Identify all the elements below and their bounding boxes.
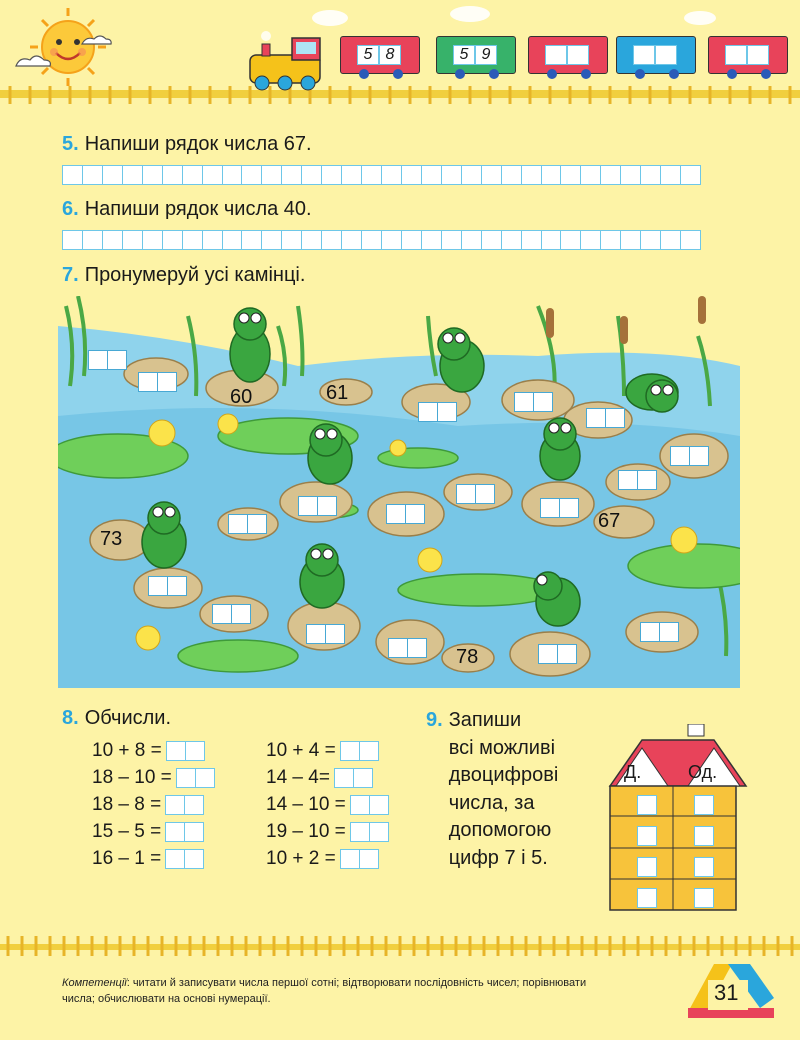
stone-answer-box[interactable] [418, 402, 455, 422]
stone-answer-box[interactable] [386, 504, 423, 524]
train-car [340, 36, 420, 74]
digit-cell[interactable] [228, 514, 248, 534]
grid-cell[interactable] [620, 165, 641, 185]
equation-text: 18 – 8 = [92, 794, 162, 815]
train-car-window [633, 45, 677, 65]
train-car-window [545, 45, 589, 65]
digit-cell[interactable] [618, 470, 638, 490]
digit-cell[interactable] [586, 408, 606, 428]
task-number: 5. [62, 133, 79, 155]
digit-cell[interactable] [437, 402, 457, 422]
stone-answer-box[interactable] [586, 408, 623, 428]
house-digit-cell[interactable] [694, 888, 714, 908]
digit-cell[interactable] [212, 604, 232, 624]
digit-cell[interactable] [195, 768, 215, 788]
grid-cell[interactable] [580, 230, 601, 250]
train-digit [633, 45, 655, 65]
house-digit-cell[interactable] [637, 826, 657, 846]
grid-cell[interactable] [321, 230, 342, 250]
grid-cell[interactable] [361, 165, 382, 185]
grid-cell[interactable] [82, 230, 103, 250]
train-car-window [725, 45, 769, 65]
grid-cell[interactable] [461, 230, 482, 250]
task-text: Обчисли. [84, 707, 172, 729]
task-number: 9. [426, 709, 443, 731]
equation-text: 14 – 10 = [266, 794, 346, 815]
digit-cell[interactable] [369, 795, 389, 815]
writing-grid-task5[interactable] [62, 165, 700, 185]
competencies-body: : читати й записувати числа першої сотні; відтворювати послідовність чисел; порівнювати числа; обчислювати на основі нумерації. [62, 977, 587, 1005]
pond-illustration [58, 296, 740, 688]
answer-box[interactable] [165, 849, 203, 869]
grid-cell[interactable] [421, 165, 442, 185]
answer-box[interactable] [350, 822, 388, 842]
digit-cell[interactable] [325, 624, 345, 644]
grid-cell[interactable] [222, 165, 243, 185]
wheel-icon [393, 69, 403, 79]
digit-cell[interactable] [514, 392, 534, 412]
grid-cell[interactable] [660, 165, 681, 185]
wheel-icon [669, 69, 679, 79]
train-car [528, 36, 608, 74]
task6-title [62, 198, 312, 221]
train-car [436, 36, 516, 74]
train-digit [725, 45, 747, 65]
train-digit: 5 [453, 45, 475, 65]
task8-title [62, 707, 171, 730]
digit-cell[interactable] [107, 350, 127, 370]
digit-cell[interactable] [298, 496, 318, 516]
house-illustration [602, 724, 752, 914]
grid-cell[interactable] [301, 230, 322, 250]
equation-text: 10 + 2 = [266, 848, 336, 869]
digit-cell[interactable] [185, 741, 205, 761]
grid-cell[interactable] [680, 230, 701, 250]
stone-number: 78 [456, 646, 479, 668]
grid-cell[interactable] [640, 230, 661, 250]
equation-text: 15 – 5 = [92, 821, 162, 842]
equation [92, 848, 203, 870]
digit-cell[interactable] [659, 622, 679, 642]
task-number: 7. [62, 264, 79, 286]
grid-cell[interactable] [321, 165, 342, 185]
equation-text: 18 – 10 = [92, 767, 172, 788]
equation-text: 10 + 4 = [266, 740, 336, 761]
grid-cell[interactable] [401, 230, 422, 250]
train-car-window [453, 45, 497, 65]
grid-cell[interactable] [600, 165, 621, 185]
grid-cell[interactable] [481, 165, 502, 185]
digit-cell[interactable] [353, 768, 373, 788]
task-number: 8. [62, 707, 79, 729]
grid-cell[interactable] [281, 165, 302, 185]
train-car [616, 36, 696, 74]
grid-cell[interactable] [560, 230, 581, 250]
page-number: 31 [714, 980, 739, 1005]
stone-answer-box[interactable] [212, 604, 249, 624]
equation [266, 767, 372, 789]
answer-box[interactable] [165, 822, 203, 842]
digit-cell[interactable] [340, 741, 360, 761]
grid-cell[interactable] [401, 165, 422, 185]
house-digit-cell[interactable] [694, 826, 714, 846]
grid-cell[interactable] [461, 165, 482, 185]
wheel-icon [489, 69, 499, 79]
stone-answer-box[interactable] [514, 392, 551, 412]
grid-cell[interactable] [62, 230, 83, 250]
house-label-ones: Од. [688, 762, 718, 782]
grid-cell[interactable] [660, 230, 681, 250]
train-car-window [357, 45, 401, 65]
grid-cell[interactable] [281, 230, 302, 250]
digit-cell[interactable] [386, 504, 406, 524]
grid-cell[interactable] [421, 230, 442, 250]
answer-box[interactable] [350, 795, 388, 815]
equation-text: 16 – 1 = [92, 848, 162, 869]
task-text: Пронумеруй усі камінці. [84, 264, 306, 286]
digit-cell[interactable] [138, 372, 158, 392]
answer-box[interactable] [166, 741, 204, 761]
digit-cell[interactable] [475, 484, 495, 504]
grid-cell[interactable] [261, 165, 282, 185]
grid-cell[interactable] [142, 165, 163, 185]
wheel-icon [635, 69, 645, 79]
equation [266, 821, 388, 843]
stone-number: 60 [230, 386, 253, 408]
digit-cell[interactable] [557, 644, 577, 664]
train-car [708, 36, 788, 74]
grid-cell[interactable] [640, 165, 661, 185]
digit-cell[interactable] [559, 498, 579, 518]
grid-cell[interactable] [620, 230, 641, 250]
grid-cell[interactable] [182, 230, 203, 250]
house-label-tens: Д. [624, 762, 642, 782]
stone-answer-box[interactable] [148, 576, 185, 596]
digit-cell[interactable] [157, 372, 177, 392]
wheel-icon [581, 69, 591, 79]
train-digit: 5 [357, 45, 379, 65]
digit-cell[interactable] [540, 498, 560, 518]
digit-cell[interactable] [165, 822, 185, 842]
house-digit-cell[interactable] [694, 795, 714, 815]
stone-number: 61 [326, 382, 349, 404]
digit-cell[interactable] [184, 795, 204, 815]
grid-cell[interactable] [341, 230, 362, 250]
task-number: 6. [62, 198, 79, 220]
digit-cell[interactable] [359, 849, 379, 869]
task9-line: числа, за [448, 791, 535, 814]
task-text: Напиши рядок числа 67. [84, 133, 312, 155]
task9-line: цифр 7 і 5. [448, 846, 548, 869]
equation [266, 794, 388, 816]
answer-box[interactable] [165, 795, 203, 815]
answer-box[interactable] [340, 741, 378, 761]
equation-text: 10 + 8 = [92, 740, 162, 761]
grid-cell[interactable] [102, 230, 123, 250]
task9-block [426, 707, 558, 872]
digit-cell[interactable] [88, 350, 108, 370]
grid-cell[interactable] [202, 165, 223, 185]
grid-cell[interactable] [441, 165, 462, 185]
grid-cell[interactable] [82, 165, 103, 185]
digit-cell[interactable] [231, 604, 251, 624]
train-digit [545, 45, 567, 65]
digit-cell[interactable] [167, 576, 187, 596]
digit-cell[interactable] [418, 402, 438, 422]
task9-line: двоцифрові [448, 764, 559, 786]
digit-cell[interactable] [407, 638, 427, 658]
locomotive-icon [250, 31, 320, 90]
wheel-icon [455, 69, 465, 79]
train-digit [567, 45, 589, 65]
grid-cell[interactable] [122, 230, 143, 250]
stone-answer-box[interactable] [298, 496, 335, 516]
stone-answer-box[interactable] [618, 470, 655, 490]
digit-cell[interactable] [334, 768, 354, 788]
house-digit-cell[interactable] [637, 795, 657, 815]
grid-cell[interactable] [560, 165, 581, 185]
equation [92, 740, 204, 762]
answer-box[interactable] [334, 768, 372, 788]
digit-cell[interactable] [184, 849, 204, 869]
equation [92, 794, 203, 816]
digit-cell[interactable] [340, 849, 360, 869]
digit-cell[interactable] [456, 484, 476, 504]
grid-cell[interactable] [122, 165, 143, 185]
task9-text [449, 707, 559, 872]
grid-cell[interactable] [481, 230, 502, 250]
digit-cell[interactable] [148, 576, 168, 596]
digit-cell[interactable] [640, 622, 660, 642]
digit-cell[interactable] [359, 741, 379, 761]
stone-answer-box[interactable] [138, 372, 175, 392]
grid-cell[interactable] [680, 165, 701, 185]
stone-answer-box[interactable] [88, 350, 125, 370]
stone-answer-box[interactable] [388, 638, 425, 658]
task-text: Напиши рядок числа 40. [84, 198, 312, 220]
task5-title [62, 133, 312, 156]
answer-box[interactable] [176, 768, 214, 788]
grid-cell[interactable] [241, 165, 262, 185]
house-digit-cell[interactable] [637, 857, 657, 877]
digit-cell[interactable] [388, 638, 408, 658]
stone-number: 73 [100, 528, 123, 550]
grid-cell[interactable] [182, 165, 203, 185]
stone-answer-box[interactable] [540, 498, 577, 518]
digit-cell[interactable] [350, 795, 370, 815]
house-digit-cell[interactable] [637, 888, 657, 908]
train-digit: 9 [475, 45, 497, 65]
equation [266, 740, 378, 762]
wheel-icon [547, 69, 557, 79]
competencies-label: Компетенції [62, 977, 127, 989]
grid-cell[interactable] [580, 165, 601, 185]
grid-cell[interactable] [202, 230, 223, 250]
digit-cell[interactable] [176, 768, 196, 788]
digit-cell[interactable] [369, 822, 389, 842]
train-digit [747, 45, 769, 65]
grid-cell[interactable] [222, 230, 243, 250]
digit-cell[interactable] [637, 470, 657, 490]
equation-text: 19 – 10 = [266, 821, 346, 842]
wheel-icon [761, 69, 771, 79]
grid-cell[interactable] [381, 230, 402, 250]
equation [92, 767, 214, 789]
equation-text: 14 – 4= [266, 767, 330, 788]
digit-cell[interactable] [350, 822, 370, 842]
answer-box[interactable] [340, 849, 378, 869]
grid-cell[interactable] [521, 230, 542, 250]
digit-cell[interactable] [533, 392, 553, 412]
train-digit [655, 45, 677, 65]
grid-cell[interactable] [501, 230, 522, 250]
train-digit: 8 [379, 45, 401, 65]
grid-cell[interactable] [162, 165, 183, 185]
writing-grid-task6[interactable] [62, 230, 700, 250]
competencies-text [62, 975, 622, 1007]
footer-fence [0, 930, 800, 960]
equation [266, 848, 378, 870]
task9-line: допомогою [448, 819, 552, 841]
grid-cell[interactable] [600, 230, 621, 250]
stone-answer-box[interactable] [456, 484, 493, 504]
digit-cell[interactable] [317, 496, 337, 516]
stone-answer-box[interactable] [538, 644, 575, 664]
digit-cell[interactable] [184, 822, 204, 842]
digit-cell[interactable] [247, 514, 267, 534]
grid-cell[interactable] [501, 165, 522, 185]
wheel-icon [359, 69, 369, 79]
grid-cell[interactable] [62, 165, 83, 185]
grid-cell[interactable] [541, 230, 562, 250]
digit-cell[interactable] [306, 624, 326, 644]
grid-cell[interactable] [381, 165, 402, 185]
stone-answer-box[interactable] [670, 446, 707, 466]
stone-answer-box[interactable] [640, 622, 677, 642]
grid-cell[interactable] [102, 165, 123, 185]
wheel-icon [727, 69, 737, 79]
digit-cell[interactable] [165, 795, 185, 815]
grid-cell[interactable] [341, 165, 362, 185]
grid-cell[interactable] [361, 230, 382, 250]
digit-cell[interactable] [689, 446, 709, 466]
task7-title [62, 264, 305, 287]
digit-cell[interactable] [166, 741, 186, 761]
digit-cell[interactable] [670, 446, 690, 466]
grid-cell[interactable] [241, 230, 262, 250]
house-digit-cell[interactable] [694, 857, 714, 877]
stone-number: 67 [598, 510, 621, 532]
digit-cell[interactable] [538, 644, 558, 664]
stone-answer-box[interactable] [306, 624, 343, 644]
equation [92, 821, 203, 843]
stone-answer-box[interactable] [228, 514, 265, 534]
sun-icon [30, 8, 106, 86]
grid-cell[interactable] [301, 165, 322, 185]
grid-cell[interactable] [521, 165, 542, 185]
task9-line: Запиши [448, 709, 522, 731]
grid-cell[interactable] [541, 165, 562, 185]
grid-cell[interactable] [261, 230, 282, 250]
grid-cell[interactable] [162, 230, 183, 250]
digit-cell[interactable] [405, 504, 425, 524]
grid-cell[interactable] [142, 230, 163, 250]
digit-cell[interactable] [165, 849, 185, 869]
task9-line: всі можливі [448, 736, 556, 759]
grid-cell[interactable] [441, 230, 462, 250]
digit-cell[interactable] [605, 408, 625, 428]
